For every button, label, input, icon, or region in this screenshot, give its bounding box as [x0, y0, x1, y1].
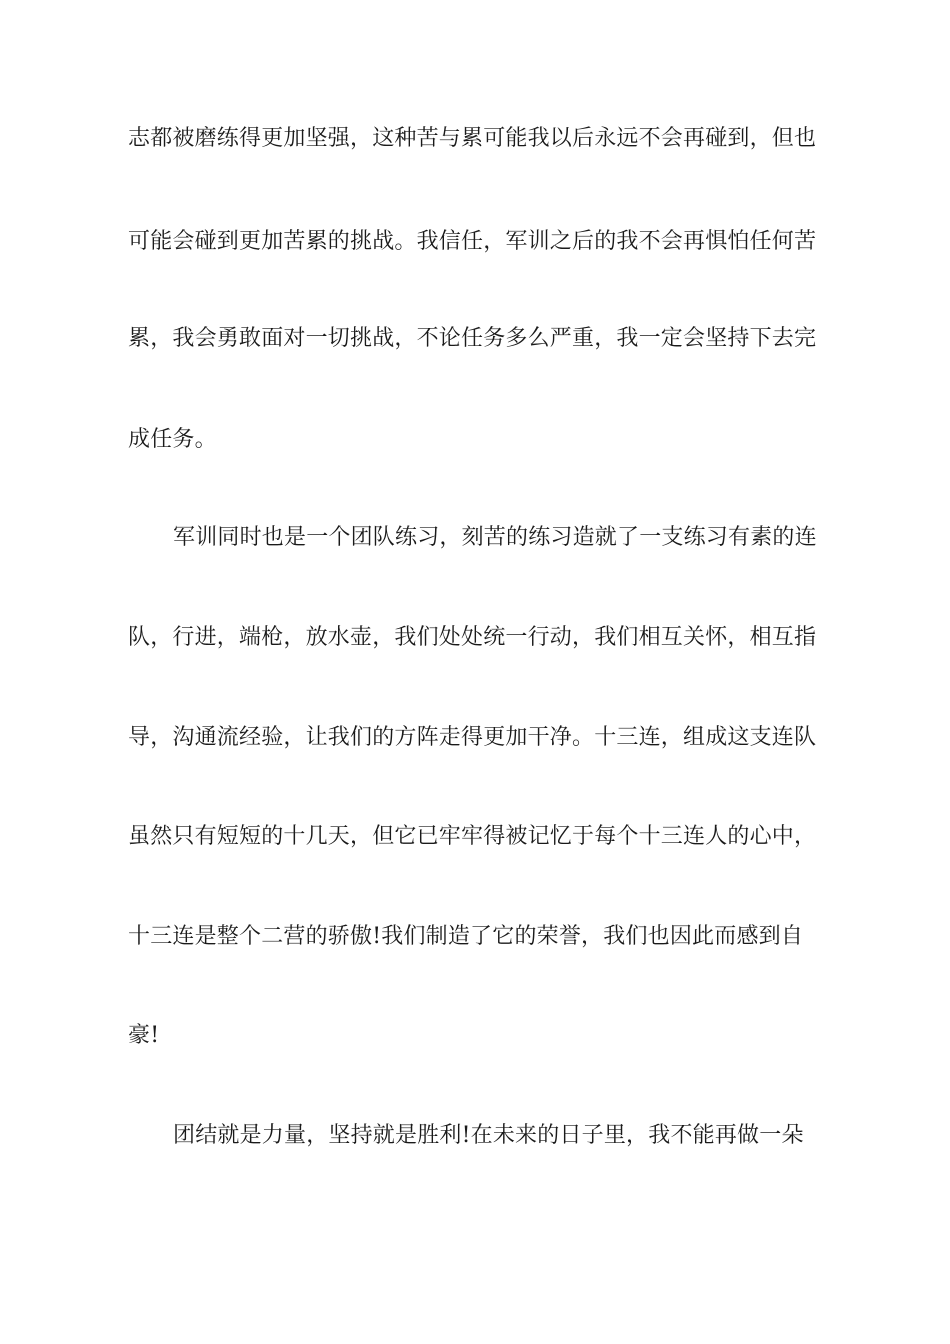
paragraph-start-line: 军训同时也是一个团队练习，刻苦的练习造就了一支练习有素的连 [173, 525, 817, 550]
text-line-7: 导，沟通流经验，让我们的方阵走得更加干净。十三连，组成这支连队 [128, 725, 817, 750]
text-line-6: 队，行进，端枪，放水壶，我们处处统一行动，我们相互关怀，相互指 [128, 625, 817, 650]
text-line-8: 虽然只有短短的十几天，但它已牢牢得被记忆于每个十三连人的心中， [128, 824, 817, 849]
text-line-4: 成任务。 [128, 427, 217, 452]
text-line-2: 可能会碰到更加苦累的挑战。我信任，军训之后的我不会再惧怕任何苦 [128, 229, 817, 254]
text-line-9: 十三连是整个二营的骄傲!我们制造了它的荣誉，我们也因此而感到自 [128, 924, 804, 949]
paragraph-start-line: 团结就是力量，坚持就是胜利!在未来的日子里，我不能再做一朵 [173, 1123, 804, 1148]
text-line-3: 累，我会勇敢面对一切挑战，不论任务多么严重，我一定会坚持下去完 [128, 326, 817, 351]
text-line-1: 志都被磨练得更加坚强，这种苦与累可能我以后永远不会再碰到，但也 [128, 126, 817, 151]
text-line-10: 豪! [128, 1023, 160, 1048]
